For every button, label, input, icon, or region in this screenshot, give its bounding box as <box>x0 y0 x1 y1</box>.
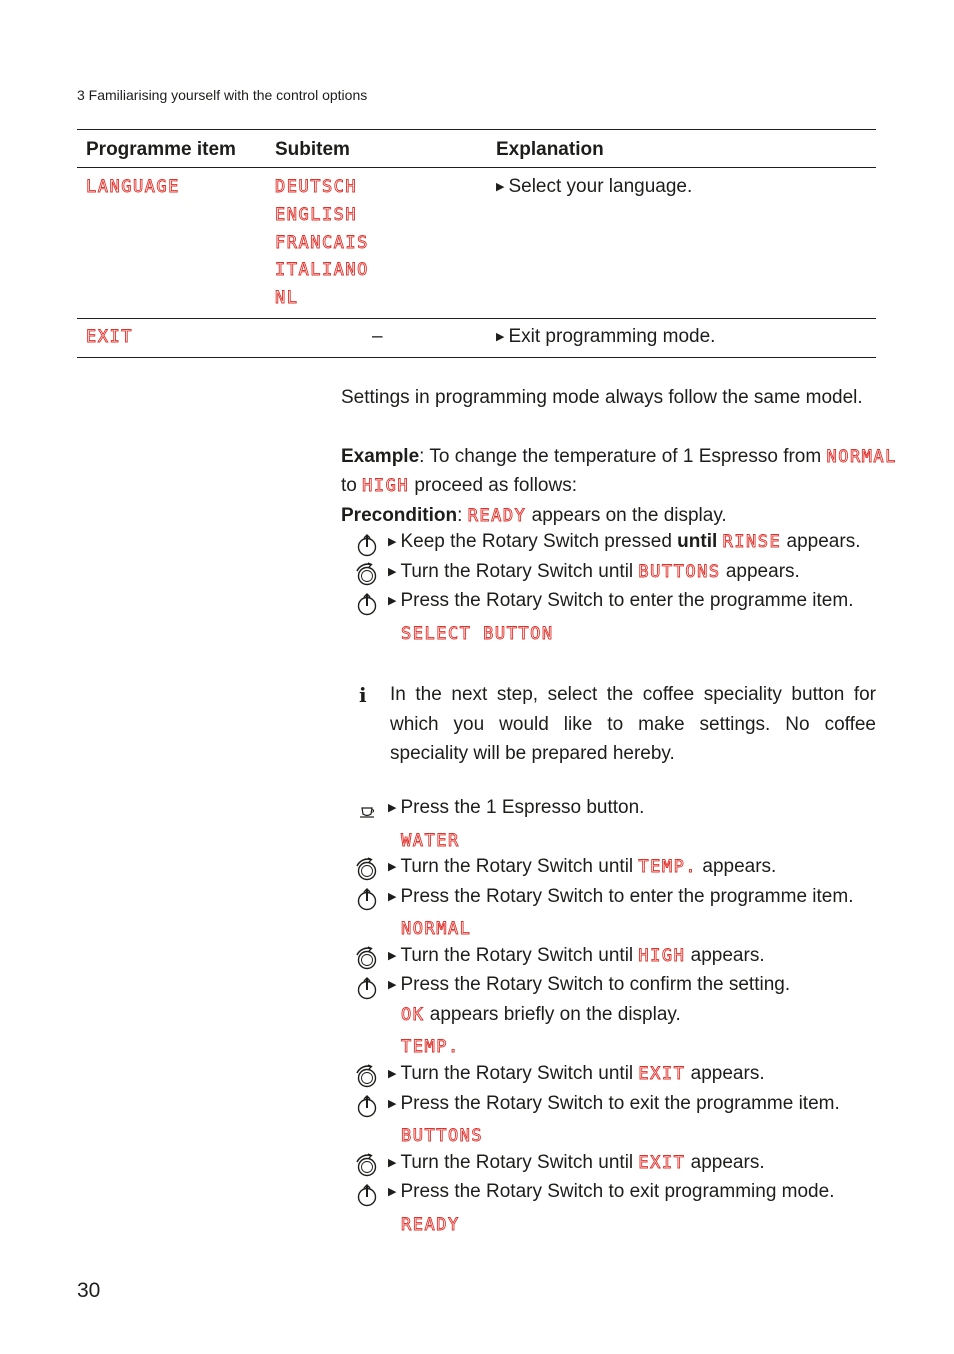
step-press-exit-mode: ▶ Press the Rotary Switch to exit programming mode. <box>388 1181 834 1203</box>
table-row-rule <box>77 318 876 319</box>
intro-text: Settings in programming mode always follow the same model. <box>341 387 863 408</box>
subitem-deutsch: DEUTSCH <box>275 177 358 197</box>
rotary-turn-icon <box>354 562 380 588</box>
display-rinse: RINSE <box>722 532 782 552</box>
display-normal: NORMAL <box>826 447 897 467</box>
display-buttons: BUTTONS <box>638 562 721 582</box>
info-note: In the next step, select the coffee speciality button for which you would like to make settings. No coffee speciality will be prepared hereby. <box>390 684 876 764</box>
step-turn-buttons: ▶ Turn the Rotary Switch until BUTTONS appears. <box>388 561 800 583</box>
step-turn-high: ▶ Turn the Rotary Switch until HIGH appears. <box>388 945 765 967</box>
page-number: 30 <box>77 1279 101 1302</box>
display-water: WATER <box>401 831 460 851</box>
rotary-turn-icon <box>354 1064 380 1090</box>
display-ready: READY <box>467 506 527 526</box>
step-press-enter-2: ▶ Press the Rotary Switch to enter the programme item. <box>388 886 853 908</box>
step-keep-pressed: ▶ Keep the Rotary Switch pressed until RINSE appears. <box>388 531 860 553</box>
step-turn-exit: ▶ Turn the Rotary Switch until EXIT appears. <box>388 1063 765 1085</box>
subitem-nl: NL <box>275 288 299 308</box>
step-press-confirm: ▶ Press the Rotary Switch to confirm the setting. <box>388 974 790 996</box>
column-header-subitem: Subitem <box>275 139 350 160</box>
display-buttons-2: BUTTONS <box>401 1126 484 1146</box>
table-header-rule <box>77 167 876 168</box>
precondition-line: Precondition: READY appears on the display. <box>341 505 727 526</box>
display-temp: TEMP. <box>638 857 698 877</box>
step-turn-temp: ▶ Turn the Rotary Switch until TEMP. appears. <box>388 856 776 878</box>
display-high: HIGH <box>362 476 410 496</box>
display-ready-2: READY <box>401 1215 460 1235</box>
subitem-italiano: ITALIANO <box>275 260 369 280</box>
ok-message: OK appears briefly on the display. <box>401 1004 681 1025</box>
rotary-press-icon <box>354 1183 380 1209</box>
step-press-enter: ▶ Press the Rotary Switch to enter the programme item. <box>388 590 853 612</box>
display-exit-2: EXIT <box>638 1153 686 1173</box>
info-icon: i <box>359 683 367 707</box>
example-line-1: Example: To change the temperature of 1 Espresso from NORMAL <box>341 446 897 467</box>
display-select-button: SELECT BUTTON <box>401 624 554 644</box>
display-temp-2: TEMP. <box>401 1037 460 1057</box>
subitem-none: – <box>372 326 383 347</box>
step-press-exit-item: ▶ Press the Rotary Switch to exit the programme item. <box>388 1093 840 1115</box>
table-bottom-rule <box>77 357 876 358</box>
rotary-press-icon <box>354 887 380 913</box>
bullet-arrow-icon <box>496 326 508 347</box>
rotary-turn-icon <box>354 1153 380 1179</box>
display-exit: EXIT <box>638 1064 686 1084</box>
rotary-turn-icon <box>354 946 380 972</box>
cup-icon <box>354 799 380 825</box>
display-normal-2: NORMAL <box>401 919 472 939</box>
display-ok: OK <box>401 1005 425 1025</box>
column-header-explanation: Explanation <box>496 139 604 160</box>
example-line-2: to HIGH proceed as follows: <box>341 475 577 496</box>
subitem-english: ENGLISH <box>275 205 358 225</box>
explanation-exit: ▶ Exit programming mode. <box>496 326 715 348</box>
subitem-francais: FRANCAIS <box>275 233 369 253</box>
display-high-2: HIGH <box>638 946 686 966</box>
rotary-turn-icon <box>354 857 380 883</box>
bullet-arrow-icon <box>496 176 508 197</box>
explanation-language: ▶ Select your language. <box>496 176 692 198</box>
step-press-espresso: ▶ Press the 1 Espresso button. <box>388 797 644 819</box>
rotary-press-icon <box>354 976 380 1002</box>
programme-item-language: LANGUAGE <box>86 177 180 197</box>
section-heading: 3 Familiarising yourself with the control options <box>77 87 368 103</box>
column-header-programme-item: Programme item <box>86 139 236 160</box>
rotary-press-icon <box>354 533 380 559</box>
programme-item-exit: EXIT <box>86 327 133 347</box>
table-top-rule <box>77 129 876 130</box>
rotary-press-icon <box>354 1094 380 1120</box>
rotary-press-icon <box>354 592 380 618</box>
step-turn-exit-2: ▶ Turn the Rotary Switch until EXIT appears. <box>388 1152 765 1174</box>
